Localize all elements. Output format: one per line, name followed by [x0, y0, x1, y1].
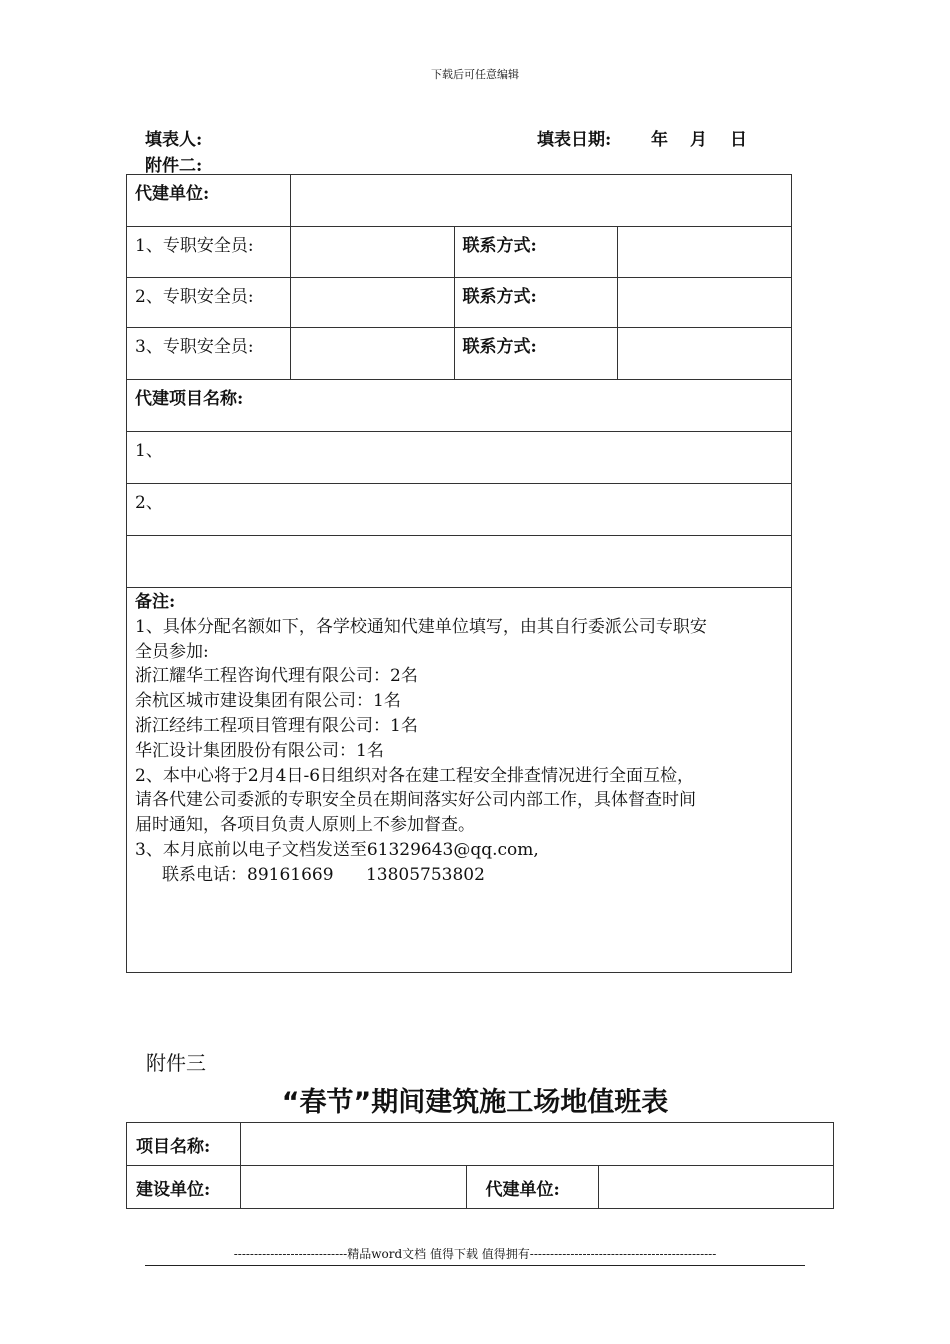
fill-date-label: 填表日期:	[537, 130, 612, 150]
month-unit: 月	[690, 130, 707, 150]
notes-line: 浙江经纬工程项目管理有限公司：1名	[135, 715, 418, 736]
contact-3-label: 联系方式:	[454, 328, 618, 380]
notes-line: 全员参加:	[135, 641, 209, 662]
duty-agent-unit-field[interactable]	[599, 1166, 834, 1209]
duty-construction-unit-label: 建设单位:	[127, 1166, 241, 1209]
officer-3-field[interactable]	[290, 328, 454, 380]
contact-1-field[interactable]	[618, 227, 792, 278]
contact-2-label: 联系方式:	[454, 278, 618, 328]
duty-project-name-label: 项目名称:	[127, 1123, 241, 1166]
filler-label: 填表人:	[145, 130, 203, 150]
notes-heading: 备注:	[135, 592, 176, 612]
header-note: 下载后可任意编辑	[431, 68, 519, 81]
officer-2-field[interactable]	[290, 278, 454, 328]
year-unit: 年	[651, 130, 668, 150]
notes-line: 3、本月底前以电子文档发送至61329643@qq.com,	[135, 839, 539, 860]
notes-line: 浙江耀华工程咨询代理有限公司：2名	[135, 666, 418, 687]
contact-2-field[interactable]	[618, 278, 792, 328]
day-unit: 日	[730, 130, 747, 150]
project-row-1[interactable]: 1、	[127, 432, 792, 484]
agent-unit-label: 代建单位:	[127, 175, 291, 227]
notes-cell	[127, 588, 792, 973]
notes-line: 联系电话：89161669 13805753802	[135, 864, 485, 885]
agent-unit-field[interactable]	[290, 175, 791, 227]
safety-officer-form	[126, 174, 792, 973]
project-name-label: 代建项目名称:	[127, 380, 792, 432]
contact-3-field[interactable]	[618, 328, 792, 380]
duty-table-title: “春节”期间建筑施工场地值班表	[281, 1087, 669, 1118]
officer-3-label: 3、专职安全员:	[127, 328, 291, 380]
duty-construction-unit-field[interactable]	[240, 1166, 467, 1209]
notes-line: 余杭区城市建设集团有限公司：1名	[135, 691, 401, 712]
duty-agent-unit-label: 代建单位:	[467, 1166, 599, 1209]
officer-1-field[interactable]	[290, 227, 454, 278]
footer-banner: ----------------------------精品word文档 值得下载 值得拥有----------------------------------------------	[145, 1245, 805, 1266]
project-row-2[interactable]: 2、	[127, 484, 792, 536]
contact-1-label: 联系方式:	[454, 227, 618, 278]
notes-line: 华汇设计集团股份有限公司：1名	[135, 740, 384, 761]
officer-1-label: 1、专职安全员:	[127, 227, 291, 278]
officer-2-label: 2、专职安全员:	[127, 278, 291, 328]
notes-line: 1、具体分配名额如下，各学校通知代建单位填写，由其自行委派公司专职安	[135, 616, 707, 637]
attachment2-label: 附件二:	[145, 156, 203, 176]
duty-project-name-field[interactable]	[240, 1123, 833, 1166]
notes-line: 请各代建公司委派的专职安全员在期间落实好公司内部工作，具体督查时间	[135, 790, 696, 811]
attachment3-label: 附件三	[146, 1051, 206, 1075]
notes-line: 2、本中心将于2月4日-6日组织对各在建工程安全排查情况进行全面互检，	[135, 765, 695, 786]
duty-table	[126, 1122, 834, 1209]
project-row-3[interactable]	[127, 536, 792, 588]
notes-line: 届时通知，各项目负责人原则上不参加督查。	[135, 815, 475, 836]
